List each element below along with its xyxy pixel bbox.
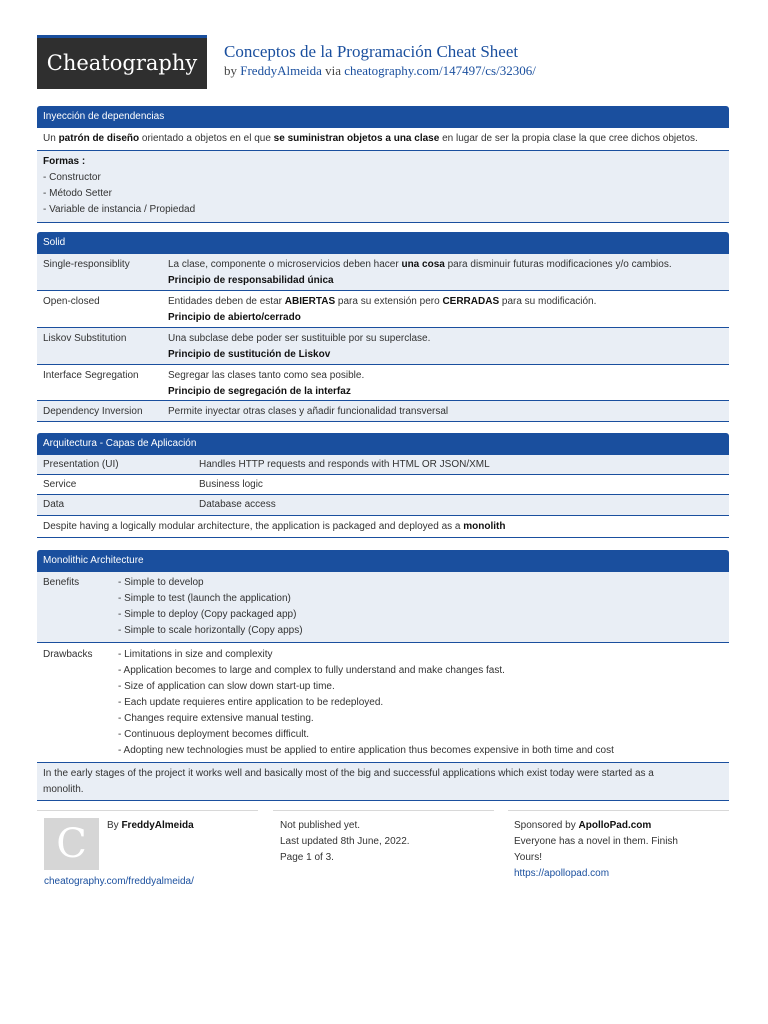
formas-label: Formas : (43, 156, 86, 167)
layer-desc: Handles HTTP requests and responds with HTML OR JSON/XML (199, 459, 490, 470)
table-row (37, 254, 729, 291)
note-row (37, 516, 729, 538)
cheatography-logo[interactable] (37, 35, 207, 89)
sponsor-tagline: Yours! (514, 852, 542, 863)
sheet-url-link[interactable]: cheatography.com/147497/cs/32306/ (344, 63, 536, 78)
section-solid (37, 232, 729, 422)
layer-desc: Business logic (199, 479, 263, 490)
list-item: - Size of application can slow down start-up time. (118, 681, 335, 692)
footer-author-name[interactable]: FreddyAlmeida (121, 820, 194, 831)
table-row (37, 401, 729, 422)
benefits-label: Benefits (43, 577, 80, 588)
intro-row (37, 128, 729, 151)
drawbacks-label: Drawbacks (43, 649, 93, 660)
formas-row (37, 151, 729, 223)
note-row (37, 763, 729, 801)
table-row (37, 643, 729, 763)
list-item: - Limitations in size and complexity (118, 649, 273, 660)
note-text: In the early stages of the project it works well and basically most of the big and successful applications which exist today were started as a (43, 768, 654, 779)
list-item: - Adopting new technologies must be applied to entire application thus becomes expensive in both time and cost (118, 745, 614, 756)
table-row (37, 365, 729, 401)
layer-name: Presentation (UI) (43, 459, 119, 470)
via-label: via (325, 63, 341, 78)
published-status: Not published yet. (280, 820, 361, 831)
list-item: - Simple to scale horizontally (Copy apps) (118, 625, 303, 636)
list-item: - Simple to develop (118, 577, 204, 588)
principle-name: Liskov Substitution (43, 333, 127, 344)
logo-text: Cheatography (46, 51, 198, 75)
sponsor-name[interactable]: ApolloPad.com (578, 820, 652, 831)
table-row (37, 495, 729, 516)
list-item: - Application becomes to large and complex to fully understand and make changes fast. (118, 665, 505, 676)
footer-sponsor (514, 818, 678, 882)
byline (224, 63, 536, 79)
principle-desc: Segregar las clases tanto como sea posible. Principio de segregación de la interfaz (168, 370, 365, 397)
layer-name: Data (43, 499, 65, 510)
divider (273, 810, 494, 811)
sponsor-tagline: Everyone has a novel in them. Finish (514, 836, 678, 847)
section-monolithic (37, 550, 729, 801)
sponsor-link[interactable]: https://apollopad.com (514, 868, 610, 879)
note-text: Despite having a logically modular architecture, the application is packaged and deployed as a monolith (43, 521, 506, 532)
footer-author (107, 818, 194, 834)
by-label: By (107, 820, 122, 831)
divider (508, 810, 729, 811)
list-item: - Método Setter (43, 188, 112, 199)
page-title: Conceptos de la Programación Cheat Sheet (224, 42, 519, 61)
table-row (37, 572, 729, 643)
principle-desc: Una subclase debe poder ser sustituible por su superclase. Principio de sustitución de Liskov (168, 333, 431, 360)
section-title: Arquitectura - Capas de Aplicación (37, 433, 729, 455)
list-item: - Simple to deploy (Copy packaged app) (118, 609, 297, 620)
last-updated: Last updated 8th June, 2022. (280, 836, 410, 847)
list-item: - Continuous deployment becomes difficult. (118, 729, 310, 740)
by-label: by (224, 63, 237, 78)
sponsor-label: Sponsored by (514, 820, 579, 831)
avatar-letter: C (56, 821, 87, 867)
footer-publish-info (280, 818, 410, 866)
table-row (37, 475, 729, 495)
section-inyeccion (37, 106, 729, 223)
principle-desc: Permite inyectar otras clases y añadir funcionalidad transversal (168, 406, 449, 417)
divider (37, 810, 258, 811)
table-row (37, 291, 729, 328)
list-item: - Each update requieres entire application to be redeployed. (118, 697, 384, 708)
table-row (37, 328, 729, 365)
list-item: - Variable de instancia / Propiedad (43, 204, 196, 215)
intro-text: Un patrón de diseño orientado a objetos en el que se suministran objetos a una clase en lugar de ser la propia clase la que cree dichos objetos. (43, 133, 698, 144)
principle-desc: La clase, componente o microservicios deben hacer una cosa para disminuir futuras modificaciones y/o cambios. Principio de responsabilidad única (168, 259, 672, 286)
benefits-list (118, 575, 723, 639)
note-text: monolith. (43, 784, 84, 795)
section-title: Solid (37, 232, 729, 254)
principle-name: Single-responsiblity (43, 259, 130, 270)
section-title: Inyección de dependencias (37, 106, 729, 128)
section-arquitectura (37, 433, 729, 538)
layer-desc: Database access (199, 499, 276, 510)
list-item: - Changes require extensive manual testing. (118, 713, 314, 724)
principle-name: Dependency Inversion (43, 406, 143, 417)
layer-name: Service (43, 479, 77, 490)
author-link[interactable]: FreddyAlmeida (240, 63, 322, 78)
avatar[interactable] (44, 818, 99, 870)
list-item: - Simple to test (launch the application) (118, 593, 291, 604)
list-item: - Constructor (43, 172, 101, 183)
drawbacks-list (118, 647, 723, 759)
section-title: Monolithic Architecture (37, 550, 729, 572)
principle-name: Open-closed (43, 296, 100, 307)
principle-name: Interface Segregation (43, 370, 139, 381)
page-number: Page 1 of 3. (280, 852, 334, 863)
principle-desc: Entidades deben de estar ABIERTAS para su extensión pero CERRADAS para su modificación. Principio de abierto/cerrado (168, 296, 597, 323)
table-row (37, 455, 729, 475)
author-profile-link[interactable]: cheatography.com/freddyalmeida/ (44, 876, 194, 887)
